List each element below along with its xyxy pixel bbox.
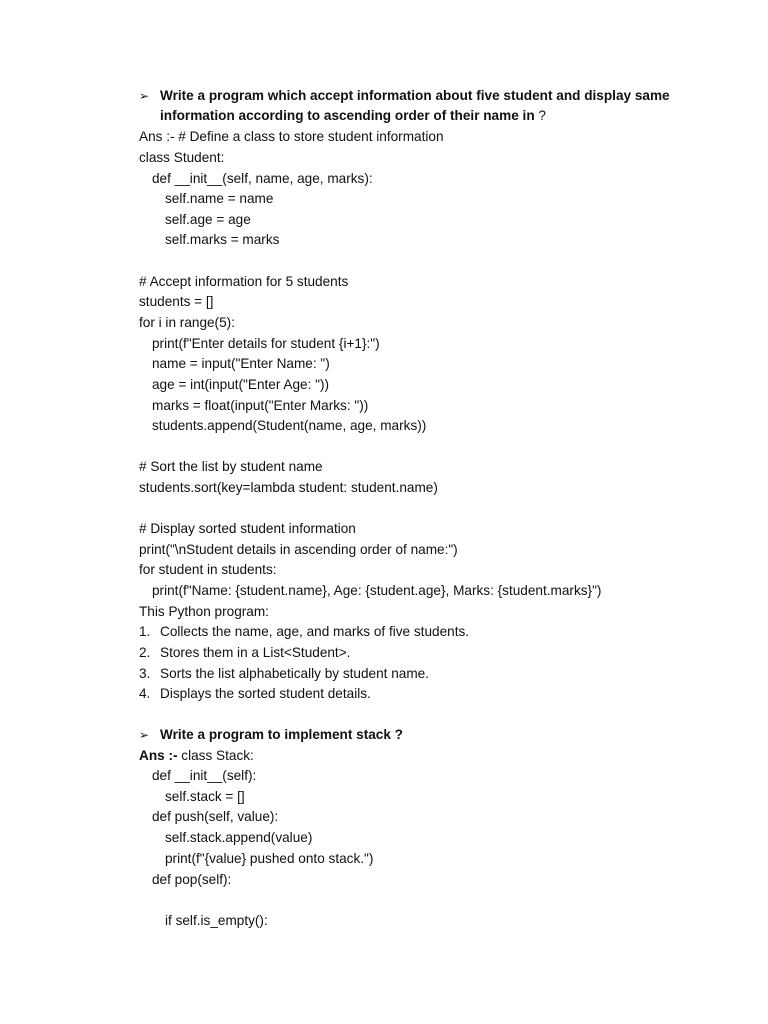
list-number: 2.	[139, 645, 151, 660]
list-item: Sorts the list alphabetically by student name.	[160, 666, 430, 681]
question-1-line-2: information according to ascending order of their name in ?	[160, 108, 546, 123]
code-line: def pop(self):	[152, 872, 232, 887]
code-line: print(f"Name: {student.name}, Age: {student.age}, Marks: {student.marks}")	[152, 583, 602, 598]
list-number: 4.	[139, 686, 151, 701]
code-line: for student in students:	[139, 562, 277, 577]
code-line: age = int(input("Enter Age: "))	[152, 377, 330, 392]
code-comment: # Sort the list by student name	[139, 459, 323, 474]
code-comment: # Display sorted student information	[139, 521, 356, 536]
question-1-line-1: Write a program which accept information about five student and display same	[160, 88, 670, 103]
list-item: Collects the name, age, and marks of five students.	[160, 624, 470, 639]
code-line: marks = float(input("Enter Marks: "))	[152, 398, 369, 413]
code-line: def __init__(self, name, age, marks):	[152, 171, 373, 186]
code-line: students.sort(key=lambda student: student.name)	[139, 480, 438, 495]
answer-1-intro: Ans :- # Define a class to store student information	[139, 129, 444, 144]
code-line: self.stack.append(value)	[165, 830, 313, 845]
answer-label: Ans :-	[139, 748, 178, 763]
code-line: students = []	[139, 294, 214, 309]
list-item: Displays the sorted student details.	[160, 686, 371, 701]
code-line: if self.is_empty():	[165, 913, 268, 928]
code-comment: # Accept information for 5 students	[139, 274, 349, 289]
question-2: Write a program to implement stack ?	[160, 727, 403, 742]
code-line: print("\nStudent details in ascending order of name:")	[139, 542, 458, 557]
list-number: 3.	[139, 666, 151, 681]
list-item: Stores them in a List<Student>.	[160, 645, 351, 660]
code-line: students.append(Student(name, age, marks))	[152, 418, 427, 433]
answer-2-first-line	[139, 746, 254, 766]
code-line: class Student:	[139, 150, 225, 165]
code-line: self.marks = marks	[165, 232, 280, 247]
list-number: 1.	[139, 624, 151, 639]
code-line: self.stack = []	[165, 789, 245, 804]
arrow-bullet-icon: ➢	[139, 728, 150, 742]
code-line: self.age = age	[165, 212, 251, 227]
code-line: def push(self, value):	[152, 809, 279, 824]
explanation-intro: This Python program:	[139, 604, 269, 619]
code-line: name = input("Enter Name: ")	[152, 356, 330, 371]
code-line: for i in range(5):	[139, 315, 235, 330]
code-line: def __init__(self):	[152, 768, 257, 783]
code-line: class Stack:	[177, 748, 254, 763]
code-line: print(f"{value} pushed onto stack.")	[165, 851, 374, 866]
code-line: print(f"Enter details for student {i+1}:")	[152, 336, 380, 351]
arrow-bullet-icon: ➢	[139, 89, 150, 103]
code-line: self.name = name	[165, 191, 274, 206]
